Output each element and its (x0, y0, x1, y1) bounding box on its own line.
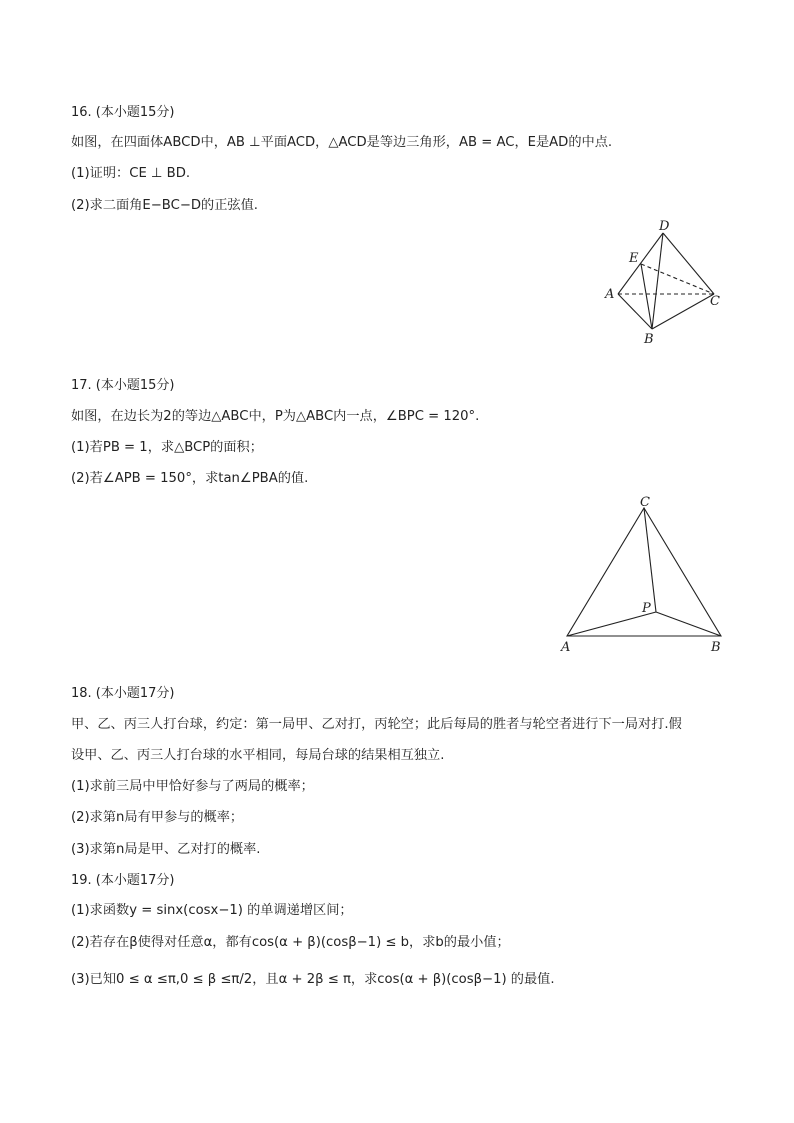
problem-18-header: 18. (本小题17分) (71, 686, 175, 701)
problem-16-header: 16. (本小题15分) (71, 105, 175, 120)
problem-19-header: 19. (本小题17分) (71, 873, 175, 888)
problem-17-header: 17. (本小题15分) (71, 378, 175, 393)
problem-16-statement: 如图，在四面体ABCD中，AB ⊥平面ACD，△ACD是等边三角形，AB = AC，E是AD的中点. (71, 135, 613, 150)
problem-18-part-1: (1)求前三局中甲恰好参与了两局的概率； (71, 779, 314, 794)
triangle-figure (554, 488, 734, 658)
tetrahedron-figure (596, 214, 736, 348)
problem-17-part-2: (2)若∠APB = 150°，求tan∠PBA的值. (71, 471, 309, 486)
problem-16-part-2: (2)求二面角E−BC−D的正弦值. (71, 198, 258, 213)
label-B: B (711, 640, 721, 655)
label-A: A (561, 640, 571, 655)
problem-19-part-3: (3)已知0 ≤ α ≤π,0 ≤ β ≤π/2，且α + 2β ≤ π，求cos(α + β)(cosβ−1) 的最值. (71, 972, 555, 987)
label-C: C (640, 495, 650, 510)
problem-17-statement: 如图，在边长为2的等边△ABC中，P为△ABC内一点，∠BPC = 120°. (71, 409, 480, 424)
label-E: E (629, 251, 639, 266)
label-P: P (642, 601, 651, 616)
problem-16-part-1: (1)证明：CE ⊥ BD. (71, 166, 191, 181)
problem-19-part-1: (1)求函数y = sinx(cosx−1) 的单调递增区间； (71, 903, 353, 918)
label-D: D (659, 219, 670, 234)
label-C: C (710, 294, 720, 309)
problem-18-part-3: (3)求第n局是甲、乙对打的概率. (71, 842, 261, 857)
problem-18-statement-1: 甲、乙、丙三人打台球，约定：第一局甲、乙对打，丙轮空；此后每局的胜者与轮空者进行下一局对打.假 (71, 717, 682, 732)
label-A: A (605, 287, 615, 302)
problem-18-statement-2: 设甲、乙、丙三人打台球的水平相同，每局台球的结果相互独立. (71, 748, 445, 763)
problem-19-part-2: (2)若存在β使得对任意α，都有cos(α + β)(cosβ−1) ≤ b，求b的最小值； (71, 935, 510, 950)
problem-17-part-1: (1)若PB = 1，求△BCP的面积； (71, 440, 263, 455)
label-B: B (644, 332, 654, 347)
problem-18-part-2: (2)求第n局有甲参与的概率； (71, 810, 244, 825)
